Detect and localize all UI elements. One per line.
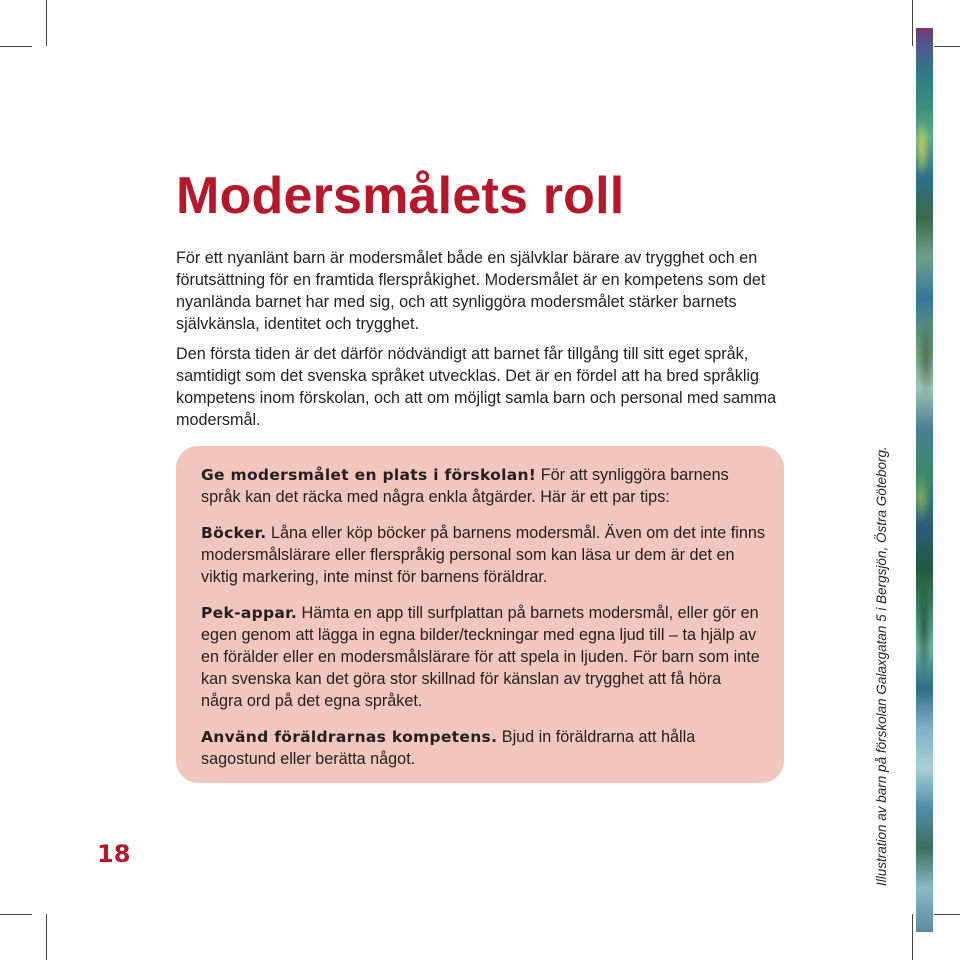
tips-intro-text: För att synliggöra barnens språk kan det räcka med några enkla åtgärder. Här är ett par tips:: [201, 466, 729, 506]
crop-mark-top-right-h: [934, 46, 960, 47]
intro-paragraph-1: För ett nyanlänt barn är modersmålet både en självklar bärare av trygghet och en förutsättning för en framtida flerspråkighet. Modersmålet är en kompetens som det nyanlända barnet har med sig, och att synliggöra modersmålet stärker barnets självkänsla, identitet och trygghet.: [176, 249, 766, 333]
page-number: 18: [97, 840, 131, 868]
tip-heading: Använd föräldrarnas kompetens.: [201, 728, 498, 746]
illustration-strip: [916, 28, 933, 932]
crop-mark-top-right: [912, 0, 913, 46]
crop-mark-bottom-left-h: [0, 914, 32, 915]
tip-item: [201, 522, 766, 588]
tips-content: [201, 464, 766, 784]
tip-heading: Böcker.: [201, 524, 267, 542]
tips-intro: [201, 464, 766, 508]
crop-mark-bottom-right: [912, 914, 913, 960]
page-title: Modersmålets roll: [176, 167, 625, 225]
crop-mark-bottom-right-h: [934, 914, 960, 915]
crop-mark-top-left: [46, 0, 47, 46]
crop-mark-top-left-h: [0, 46, 32, 47]
crop-mark-bottom-left: [46, 914, 47, 960]
tip-item: [201, 602, 766, 712]
illustration-caption: Illustration av barn på förskolan Galaxgatan 5 i Bergsjön, Östra Göteborg.: [874, 446, 889, 886]
tip-item: [201, 726, 766, 770]
intro-paragraph-2: Den första tiden är det därför nödvändigt att barnet får tillgång till sitt eget språk, samtidigt som det svenska språket utvecklas. Det är en fördel att ha bred språklig kompetens inom förskolan, och att om möjligt samla barn och personal med samma modersmål.: [176, 345, 777, 429]
tip-heading: Pek-appar.: [201, 604, 298, 622]
tip-text: Låna eller köp böcker på barnens modersmål. Även om det inte finns modersmålslärare eller flerspråkig personal som kan läsa ur dem är det en viktig markering, inte minst för barnens föräldrar.: [201, 524, 765, 586]
tips-heading: Ge modersmålet en plats i förskolan!: [201, 466, 537, 484]
tip-text: Bjud in föräldrarna att hålla sagostund eller berätta något.: [201, 728, 696, 768]
tip-text: Hämta en app till surfplattan på barnets modersmål, eller gör en egen genom att lägga in egna bilder/teckningar med egna ljud till – ta hjälp av en förälder eller en modersmålslärare för att spela in ljuden. För barn som inte kan svenska kan det göra stor skillnad för känslan av trygghet att få höra några ord på det egna språket.: [201, 604, 760, 710]
tips-box: [176, 446, 784, 783]
